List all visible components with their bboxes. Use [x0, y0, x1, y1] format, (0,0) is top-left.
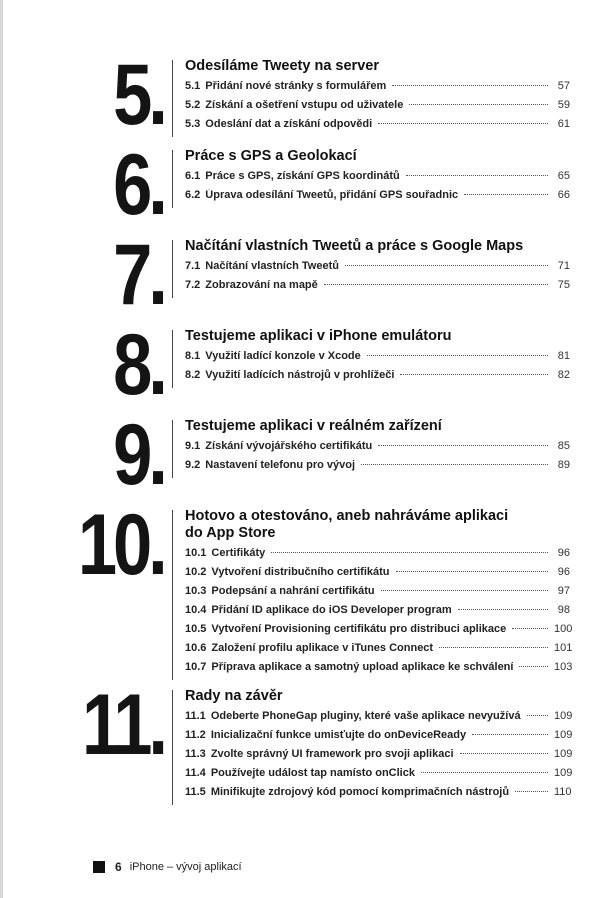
entry-number: 11.1: [185, 710, 206, 722]
toc-entry: [185, 585, 570, 604]
chapter-divider: [172, 510, 173, 680]
entry-title: Zvolte správný UI framework pro svoji aplikaci: [210, 748, 454, 760]
chapter-title: Rady na závěr: [185, 688, 283, 704]
toc-entry: [185, 260, 570, 279]
entry-number: 11.3: [185, 748, 206, 760]
toc-entry: [185, 369, 570, 388]
dot-leader: [271, 552, 548, 553]
entry-title: Úprava odesílání Tweetů, přidání GPS souřadnic: [205, 189, 459, 201]
toc-entry: [185, 99, 570, 118]
dot-leader: [378, 123, 548, 124]
entry-page-number: 59: [557, 99, 570, 111]
chapter-number: [78, 497, 164, 593]
chapter-number-digits: 8: [113, 317, 149, 413]
chapter-number-digits: 9: [113, 407, 149, 503]
footer-square-mark: [93, 861, 105, 873]
toc-entry: [185, 786, 570, 805]
entry-page-number: 103: [554, 661, 573, 673]
entry-number: 5.1: [185, 80, 201, 92]
entry-page-number: 109: [554, 748, 573, 760]
toc-entry: [185, 189, 570, 208]
entry-page-number: 109: [554, 767, 573, 779]
entry-number: 10.5: [185, 623, 207, 635]
entry-title: Odeberte PhoneGap pluginy, které vaše aplikace nevyužívá: [210, 710, 521, 722]
entry-page-number: 96: [557, 566, 570, 578]
entry-title: Používejte událost tap namísto onClick: [210, 767, 415, 779]
entry-number: 7.1: [185, 260, 201, 272]
chapter-divider: [172, 690, 173, 805]
footer-page-number: 6: [115, 860, 122, 874]
entry-number: 10.4: [185, 604, 207, 616]
entry-number: 8.2: [185, 369, 201, 381]
chapter-number-dot: .: [148, 137, 164, 233]
chapter-number: [113, 317, 164, 413]
chapter-title: Testujeme aplikaci v reálném zařízení: [185, 418, 442, 434]
entry-number: 11.5: [185, 786, 206, 798]
dot-leader: [512, 628, 548, 629]
dot-leader: [460, 753, 548, 754]
entry-number: 10.6: [185, 642, 207, 654]
chapter-number-dot: .: [148, 227, 164, 323]
entry-title: Podepsání a nahrání certifikátu: [211, 585, 375, 597]
toc-entry: [185, 729, 573, 748]
dot-leader: [361, 464, 548, 465]
chapter-entries: [185, 710, 573, 805]
chapter-entries: [185, 547, 573, 680]
dot-leader: [406, 175, 548, 176]
dot-leader: [400, 374, 548, 375]
dot-leader: [409, 104, 548, 105]
dot-leader: [324, 284, 548, 285]
entry-title: Zobrazování na mapě: [205, 279, 318, 291]
toc-entry: [185, 604, 570, 623]
chapter-entries: [185, 440, 570, 478]
entry-title: Odeslání dat a získání odpovědi: [205, 118, 373, 130]
chapter-entries: [185, 350, 570, 388]
toc-entry: [185, 767, 573, 786]
entry-page-number: 71: [557, 260, 570, 272]
entry-number: 11.4: [185, 767, 206, 779]
chapter-title: Odesíláme Tweety na server: [185, 58, 379, 74]
dot-leader: [439, 647, 548, 648]
entry-number: 5.3: [185, 118, 201, 130]
footer-book-title: iPhone – vývoj aplikací: [129, 861, 242, 873]
chapter-number-digits: 7: [113, 227, 149, 323]
chapter-title: Načítání vlastních Tweetů a práce s Google Maps: [185, 238, 524, 254]
chapter-divider: [172, 150, 173, 208]
entry-number: 6.1: [185, 170, 201, 182]
entry-number: 5.2: [185, 99, 201, 111]
chapter-entries: [185, 170, 570, 208]
chapter-title: Práce s GPS a Geolokací: [185, 148, 357, 164]
chapter-number-digits: 6: [113, 137, 149, 233]
entry-number: 7.2: [185, 279, 201, 291]
dot-leader: [472, 734, 548, 735]
entry-page-number: 109: [554, 729, 573, 741]
entry-number: 10.1: [185, 547, 207, 559]
chapter-divider: [172, 240, 173, 298]
entry-title: Využití ladících nástrojů v prohlížeči: [205, 369, 395, 381]
toc-entry: [185, 623, 573, 642]
entry-page-number: 61: [557, 118, 570, 130]
entry-title: Práce s GPS, získání GPS koordinátů: [205, 170, 400, 182]
dot-leader: [421, 772, 548, 773]
dot-leader: [345, 265, 548, 266]
entry-page-number: 110: [554, 786, 572, 798]
entry-title: Certifikáty: [211, 547, 266, 559]
entry-title: Využití ladící konzole v Xcode: [205, 350, 361, 362]
toc-entry: [185, 350, 570, 369]
entry-page-number: 81: [557, 350, 570, 362]
toc-entry: [185, 661, 573, 680]
chapter-title: Testujeme aplikaci v iPhone emulátoru: [185, 328, 452, 344]
entry-page-number: 100: [554, 623, 573, 635]
entry-page-number: 96: [557, 547, 570, 559]
entry-page-number: 97: [557, 585, 570, 597]
dot-leader: [367, 355, 548, 356]
chapter-entries: [185, 80, 570, 137]
page-edge: [0, 0, 3, 898]
chapter-number-dot: .: [148, 47, 164, 143]
entry-number: 6.2: [185, 189, 201, 201]
chapter-number-digits: 11: [82, 677, 149, 773]
chapter-number-dot: .: [148, 497, 164, 593]
toc-entry: [185, 440, 570, 459]
entry-number: 9.2: [185, 459, 201, 471]
entry-title: Minifikujte zdrojový kód pomocí komprimačních nástrojů: [210, 786, 510, 798]
chapter-number: [113, 407, 164, 503]
chapter-number-digits: 10: [78, 497, 149, 593]
entry-title: Načítání vlastních Tweetů: [205, 260, 339, 272]
entry-number: 11.2: [185, 729, 206, 741]
dot-leader: [392, 85, 548, 86]
entry-title: Inicializační funkce umisťujte do onDeviceReady: [210, 729, 467, 741]
entry-number: 10.7: [185, 661, 207, 673]
dot-leader: [515, 791, 548, 792]
entry-title: Získání vývojářského certifikátu: [205, 440, 373, 452]
entry-page-number: 89: [557, 459, 570, 471]
chapter-number-digits: 5: [113, 47, 149, 143]
entry-number: 8.1: [185, 350, 201, 362]
entry-title: Založení profilu aplikace v iTunes Connect: [211, 642, 434, 654]
entry-page-number: 57: [557, 80, 570, 92]
dot-leader: [464, 194, 548, 195]
dot-leader: [396, 571, 549, 572]
chapter-number: [113, 227, 164, 323]
dot-leader: [527, 715, 548, 716]
toc-entry: [185, 80, 570, 99]
chapter-number-dot: .: [148, 407, 164, 503]
entry-number: 10.2: [185, 566, 207, 578]
entry-number: 9.1: [185, 440, 201, 452]
entry-title: Vytvoření distribučního certifikátu: [211, 566, 390, 578]
entry-page-number: 109: [554, 710, 573, 722]
dot-leader: [378, 445, 548, 446]
toc-entry: [185, 710, 573, 729]
entry-title: Získání a ošetření vstupu od uživatele: [205, 99, 404, 111]
dot-leader: [381, 590, 548, 591]
toc-entry: [185, 748, 573, 767]
entry-title: Vytvoření Provisioning certifikátu pro distribuci aplikace: [211, 623, 507, 635]
entry-title: Přidání ID aplikace do iOS Developer program: [211, 604, 452, 616]
entry-page-number: 66: [557, 189, 570, 201]
page-footer: [93, 860, 242, 874]
entry-page-number: 85: [557, 440, 570, 452]
toc-entry: [185, 566, 570, 585]
chapter-title: Hotovo a otestováno, aneb nahráváme aplikaci do App Store: [185, 508, 509, 541]
chapter-number-dot: .: [148, 677, 164, 773]
toc-entry: [185, 547, 570, 566]
entry-page-number: 65: [557, 170, 570, 182]
chapter-divider: [172, 330, 173, 388]
entry-title: Nastavení telefonu pro vývoj: [205, 459, 356, 471]
entry-page-number: 82: [557, 369, 570, 381]
entry-page-number: 98: [557, 604, 570, 616]
chapter-number-dot: .: [148, 317, 164, 413]
toc-entry: [185, 459, 570, 478]
chapter-number: [82, 677, 164, 773]
chapter-entries: [185, 260, 570, 298]
chapter-number: [113, 47, 164, 143]
dot-leader: [519, 666, 548, 667]
chapter-number: [113, 137, 164, 233]
entry-page-number: 75: [557, 279, 570, 291]
entry-number: 10.3: [185, 585, 207, 597]
toc-entry: [185, 642, 573, 661]
toc-entry: [185, 279, 570, 298]
entry-title: Příprava aplikace a samotný upload aplikace ke schválení: [211, 661, 514, 673]
chapter-divider: [172, 420, 173, 478]
chapter-divider: [172, 60, 173, 137]
toc-entry: [185, 118, 570, 137]
entry-title: Přidání nové stránky s formulářem: [205, 80, 387, 92]
toc-entry: [185, 170, 570, 189]
entry-page-number: 101: [554, 642, 573, 654]
dot-leader: [458, 609, 548, 610]
